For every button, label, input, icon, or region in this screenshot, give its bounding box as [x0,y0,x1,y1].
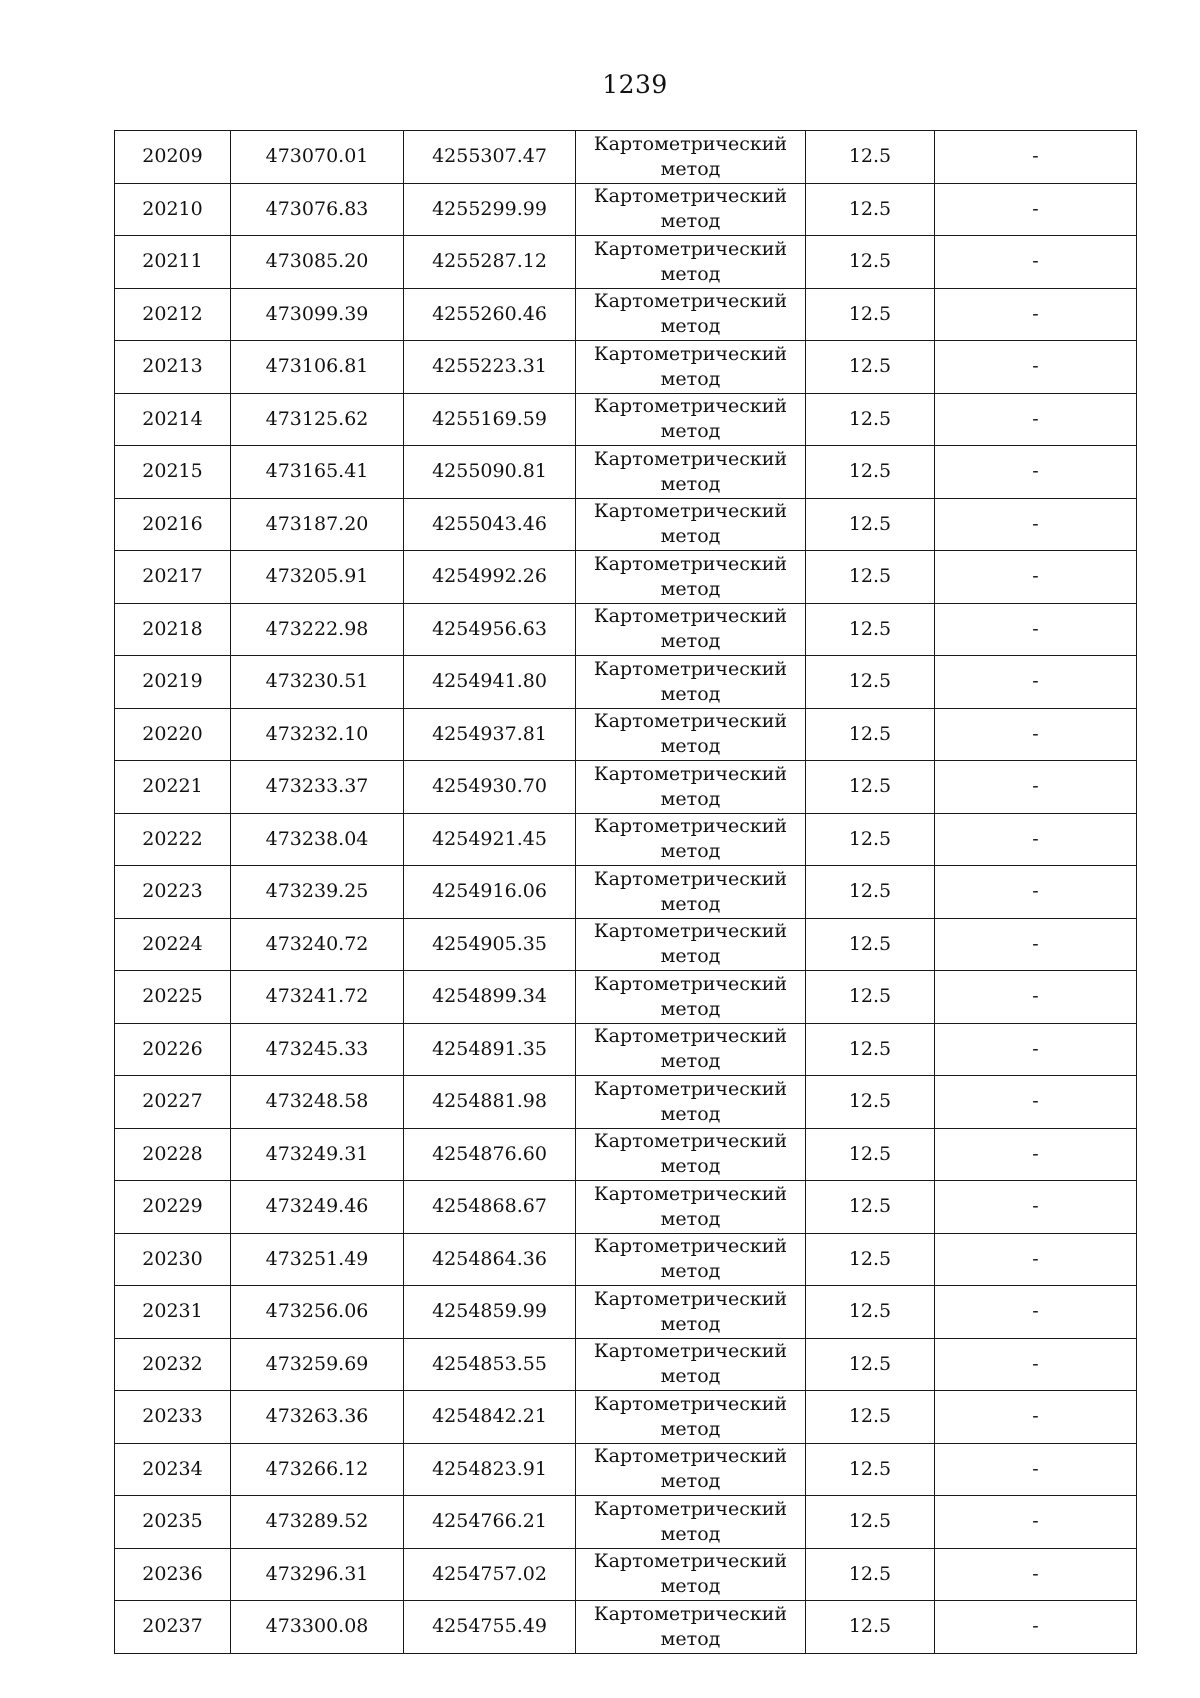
method-line-2: метод [660,1417,721,1440]
accuracy-cell: 12.5 [806,1233,935,1286]
note-cell: - [935,393,1137,446]
y-coordinate-cell: 4254757.02 [404,1548,576,1601]
method-line-2: метод [660,1522,721,1545]
note-cell: - [935,813,1137,866]
method-cell [576,1128,806,1181]
x-coordinate-cell: 473245.33 [231,1023,404,1076]
table-row [115,131,1137,184]
method-line-2: метод [660,210,721,233]
x-coordinate-cell: 473230.51 [231,656,404,709]
method-line-1: Картометрический [593,815,788,838]
method-line-2: метод [660,315,721,338]
x-coordinate-cell: 473125.62 [231,393,404,446]
point-number-cell: 20215 [115,446,231,499]
y-coordinate-cell: 4254876.60 [404,1128,576,1181]
table-row [115,236,1137,289]
x-coordinate-cell: 473222.98 [231,603,404,656]
table-row [115,971,1137,1024]
method-cell [576,393,806,446]
method-line-2: метод [660,1260,721,1283]
point-number-cell: 20213 [115,341,231,394]
method-line-1: Картометрический [593,1025,788,1048]
point-number-cell: 20230 [115,1233,231,1286]
y-coordinate-cell: 4254881.98 [404,1076,576,1129]
accuracy-cell: 12.5 [806,656,935,709]
x-coordinate-cell: 473296.31 [231,1548,404,1601]
table-row [115,1601,1137,1654]
note-cell: - [935,236,1137,289]
method-line-1: Картометрический [593,500,788,523]
method-line-1: Картометрический [593,1497,788,1520]
page-number: 1239 [602,70,668,99]
accuracy-cell: 12.5 [806,183,935,236]
y-coordinate-cell: 4254921.45 [404,813,576,866]
y-coordinate-cell: 4254992.26 [404,551,576,604]
table-row [115,1286,1137,1339]
accuracy-cell: 12.5 [806,1338,935,1391]
note-cell: - [935,1286,1137,1339]
table-row [115,708,1137,761]
x-coordinate-cell: 473165.41 [231,446,404,499]
method-line-1: Картометрический [593,1287,788,1310]
y-coordinate-cell: 4254937.81 [404,708,576,761]
table-row [115,1338,1137,1391]
method-line-1: Картометрический [593,972,788,995]
method-line-1: Картометрический [593,395,788,418]
method-cell [576,1076,806,1129]
y-coordinate-cell: 4254916.06 [404,866,576,919]
note-cell: - [935,603,1137,656]
method-cell [576,1338,806,1391]
method-cell [576,1391,806,1444]
method-cell [576,1023,806,1076]
method-line-1: Картометрический [593,1340,788,1363]
x-coordinate-cell: 473266.12 [231,1443,404,1496]
method-line-2: метод [660,997,721,1020]
x-coordinate-cell: 473300.08 [231,1601,404,1654]
method-line-1: Картометрический [593,710,788,733]
accuracy-cell: 12.5 [806,131,935,184]
method-line-1: Картометрический [593,657,788,680]
method-cell [576,183,806,236]
point-number-cell: 20226 [115,1023,231,1076]
method-cell [576,498,806,551]
accuracy-cell: 12.5 [806,1601,935,1654]
table-row [115,393,1137,446]
note-cell: - [935,708,1137,761]
method-line-2: метод [660,262,721,285]
accuracy-cell: 12.5 [806,761,935,814]
accuracy-cell: 12.5 [806,1181,935,1234]
point-number-cell: 20224 [115,918,231,971]
note-cell: - [935,288,1137,341]
y-coordinate-cell: 4254941.80 [404,656,576,709]
point-number-cell: 20227 [115,1076,231,1129]
x-coordinate-cell: 473263.36 [231,1391,404,1444]
note-cell: - [935,1023,1137,1076]
y-coordinate-cell: 4254842.21 [404,1391,576,1444]
note-cell: - [935,498,1137,551]
method-line-2: метод [660,1312,721,1335]
accuracy-cell: 12.5 [806,446,935,499]
note-cell: - [935,1128,1137,1181]
table-row [115,656,1137,709]
method-line-2: метод [660,892,721,915]
note-cell: - [935,1076,1137,1129]
point-number-cell: 20221 [115,761,231,814]
note-cell: - [935,1233,1137,1286]
y-coordinate-cell: 4254899.34 [404,971,576,1024]
point-number-cell: 20209 [115,131,231,184]
point-number-cell: 20219 [115,656,231,709]
table-row [115,866,1137,919]
method-line-2: метод [660,577,721,600]
x-coordinate-cell: 473248.58 [231,1076,404,1129]
x-coordinate-cell: 473256.06 [231,1286,404,1339]
method-line-2: метод [660,1102,721,1125]
y-coordinate-cell: 4254755.49 [404,1601,576,1654]
method-cell [576,761,806,814]
table-row [115,918,1137,971]
note-cell: - [935,1601,1137,1654]
coordinates-table-body [115,131,1137,1654]
y-coordinate-cell: 4255307.47 [404,131,576,184]
accuracy-cell: 12.5 [806,1548,935,1601]
method-cell [576,1233,806,1286]
point-number-cell: 20218 [115,603,231,656]
method-cell [576,288,806,341]
method-line-1: Картометрический [593,762,788,785]
x-coordinate-cell: 473070.01 [231,131,404,184]
method-cell [576,971,806,1024]
y-coordinate-cell: 4255299.99 [404,183,576,236]
accuracy-cell: 12.5 [806,498,935,551]
method-line-1: Картометрический [593,1392,788,1415]
note-cell: - [935,918,1137,971]
method-cell [576,813,806,866]
table-row [115,498,1137,551]
accuracy-cell: 12.5 [806,1496,935,1549]
table-row [115,761,1137,814]
method-line-1: Картометрический [593,1602,788,1625]
point-number-cell: 20231 [115,1286,231,1339]
method-cell [576,1548,806,1601]
x-coordinate-cell: 473259.69 [231,1338,404,1391]
x-coordinate-cell: 473205.91 [231,551,404,604]
table-row [115,1233,1137,1286]
method-cell [576,341,806,394]
note-cell: - [935,971,1137,1024]
method-cell [576,551,806,604]
note-cell: - [935,131,1137,184]
x-coordinate-cell: 473233.37 [231,761,404,814]
method-line-1: Картометрический [593,1445,788,1468]
method-line-2: метод [660,1050,721,1073]
method-line-1: Картометрический [593,342,788,365]
method-line-1: Картометрический [593,132,788,155]
y-coordinate-cell: 4254864.36 [404,1233,576,1286]
point-number-cell: 20237 [115,1601,231,1654]
note-cell: - [935,1181,1137,1234]
method-cell [576,1286,806,1339]
y-coordinate-cell: 4254823.91 [404,1443,576,1496]
method-cell [576,1443,806,1496]
x-coordinate-cell: 473241.72 [231,971,404,1024]
method-line-1: Картометрический [593,867,788,890]
y-coordinate-cell: 4254853.55 [404,1338,576,1391]
note-cell: - [935,446,1137,499]
method-cell [576,603,806,656]
y-coordinate-cell: 4254859.99 [404,1286,576,1339]
table-row [115,341,1137,394]
y-coordinate-cell: 4255090.81 [404,446,576,499]
table-row [115,288,1137,341]
accuracy-cell: 12.5 [806,1391,935,1444]
note-cell: - [935,1548,1137,1601]
note-cell: - [935,1443,1137,1496]
method-line-2: метод [660,840,721,863]
x-coordinate-cell: 473238.04 [231,813,404,866]
accuracy-cell: 12.5 [806,813,935,866]
x-coordinate-cell: 473099.39 [231,288,404,341]
method-line-1: Картометрический [593,1235,788,1258]
y-coordinate-cell: 4255169.59 [404,393,576,446]
y-coordinate-cell: 4254891.35 [404,1023,576,1076]
table-row [115,183,1137,236]
x-coordinate-cell: 473076.83 [231,183,404,236]
table-row [115,1128,1137,1181]
accuracy-cell: 12.5 [806,866,935,919]
method-cell [576,446,806,499]
method-line-2: метод [660,787,721,810]
method-line-2: метод [660,1470,721,1493]
method-line-1: Картометрический [593,237,788,260]
accuracy-cell: 12.5 [806,1443,935,1496]
y-coordinate-cell: 4254956.63 [404,603,576,656]
point-number-cell: 20234 [115,1443,231,1496]
point-number-cell: 20220 [115,708,231,761]
accuracy-cell: 12.5 [806,971,935,1024]
point-number-cell: 20216 [115,498,231,551]
accuracy-cell: 12.5 [806,1023,935,1076]
point-number-cell: 20235 [115,1496,231,1549]
table-row [115,1181,1137,1234]
x-coordinate-cell: 473240.72 [231,918,404,971]
method-line-1: Картометрический [593,185,788,208]
y-coordinate-cell: 4254905.35 [404,918,576,971]
table-row [115,446,1137,499]
method-cell [576,656,806,709]
method-line-1: Картометрический [593,1182,788,1205]
accuracy-cell: 12.5 [806,603,935,656]
x-coordinate-cell: 473249.46 [231,1181,404,1234]
method-line-1: Картометрический [593,1550,788,1573]
note-cell: - [935,656,1137,709]
x-coordinate-cell: 473232.10 [231,708,404,761]
point-number-cell: 20223 [115,866,231,919]
method-cell [576,1601,806,1654]
method-line-2: метод [660,682,721,705]
method-line-2: метод [660,1155,721,1178]
method-line-2: метод [660,157,721,180]
note-cell: - [935,1496,1137,1549]
x-coordinate-cell: 473085.20 [231,236,404,289]
accuracy-cell: 12.5 [806,918,935,971]
y-coordinate-cell: 4254868.67 [404,1181,576,1234]
method-line-1: Картометрический [593,447,788,470]
table-row [115,813,1137,866]
method-line-2: метод [660,735,721,758]
table-row [115,1548,1137,1601]
note-cell: - [935,761,1137,814]
method-line-2: метод [660,1575,721,1598]
point-number-cell: 20236 [115,1548,231,1601]
point-number-cell: 20225 [115,971,231,1024]
method-line-1: Картометрический [593,552,788,575]
method-line-1: Картометрический [593,920,788,943]
y-coordinate-cell: 4254766.21 [404,1496,576,1549]
accuracy-cell: 12.5 [806,288,935,341]
method-line-1: Картометрический [593,290,788,313]
accuracy-cell: 12.5 [806,1076,935,1129]
accuracy-cell: 12.5 [806,708,935,761]
x-coordinate-cell: 473249.31 [231,1128,404,1181]
point-number-cell: 20212 [115,288,231,341]
note-cell: - [935,1338,1137,1391]
method-line-2: метод [660,420,721,443]
point-number-cell: 20211 [115,236,231,289]
method-line-2: метод [660,367,721,390]
point-number-cell: 20228 [115,1128,231,1181]
coordinates-table [114,130,1137,1654]
note-cell: - [935,1391,1137,1444]
method-cell [576,131,806,184]
x-coordinate-cell: 473239.25 [231,866,404,919]
x-coordinate-cell: 473106.81 [231,341,404,394]
point-number-cell: 20229 [115,1181,231,1234]
accuracy-cell: 12.5 [806,1286,935,1339]
note-cell: - [935,341,1137,394]
point-number-cell: 20214 [115,393,231,446]
method-line-1: Картометрический [593,1077,788,1100]
x-coordinate-cell: 473289.52 [231,1496,404,1549]
accuracy-cell: 12.5 [806,236,935,289]
table-row [115,1391,1137,1444]
method-cell [576,918,806,971]
accuracy-cell: 12.5 [806,551,935,604]
table-row [115,551,1137,604]
method-line-2: метод [660,472,721,495]
note-cell: - [935,183,1137,236]
method-line-2: метод [660,1627,721,1650]
method-cell [576,236,806,289]
y-coordinate-cell: 4255223.31 [404,341,576,394]
y-coordinate-cell: 4255287.12 [404,236,576,289]
method-line-2: метод [660,630,721,653]
accuracy-cell: 12.5 [806,1128,935,1181]
point-number-cell: 20222 [115,813,231,866]
note-cell: - [935,551,1137,604]
table-row [115,603,1137,656]
note-cell: - [935,866,1137,919]
point-number-cell: 20217 [115,551,231,604]
table-row [115,1443,1137,1496]
table-row [115,1023,1137,1076]
method-line-2: метод [660,1207,721,1230]
method-cell [576,1496,806,1549]
y-coordinate-cell: 4255260.46 [404,288,576,341]
method-cell [576,1181,806,1234]
point-number-cell: 20232 [115,1338,231,1391]
x-coordinate-cell: 473251.49 [231,1233,404,1286]
method-line-1: Картометрический [593,605,788,628]
x-coordinate-cell: 473187.20 [231,498,404,551]
method-line-2: метод [660,525,721,548]
method-line-2: метод [660,1365,721,1388]
method-line-2: метод [660,945,721,968]
method-line-1: Картометрический [593,1130,788,1153]
accuracy-cell: 12.5 [806,393,935,446]
table-row [115,1076,1137,1129]
table-row [115,1496,1137,1549]
point-number-cell: 20210 [115,183,231,236]
method-cell [576,708,806,761]
method-cell [576,866,806,919]
accuracy-cell: 12.5 [806,341,935,394]
y-coordinate-cell: 4254930.70 [404,761,576,814]
y-coordinate-cell: 4255043.46 [404,498,576,551]
point-number-cell: 20233 [115,1391,231,1444]
